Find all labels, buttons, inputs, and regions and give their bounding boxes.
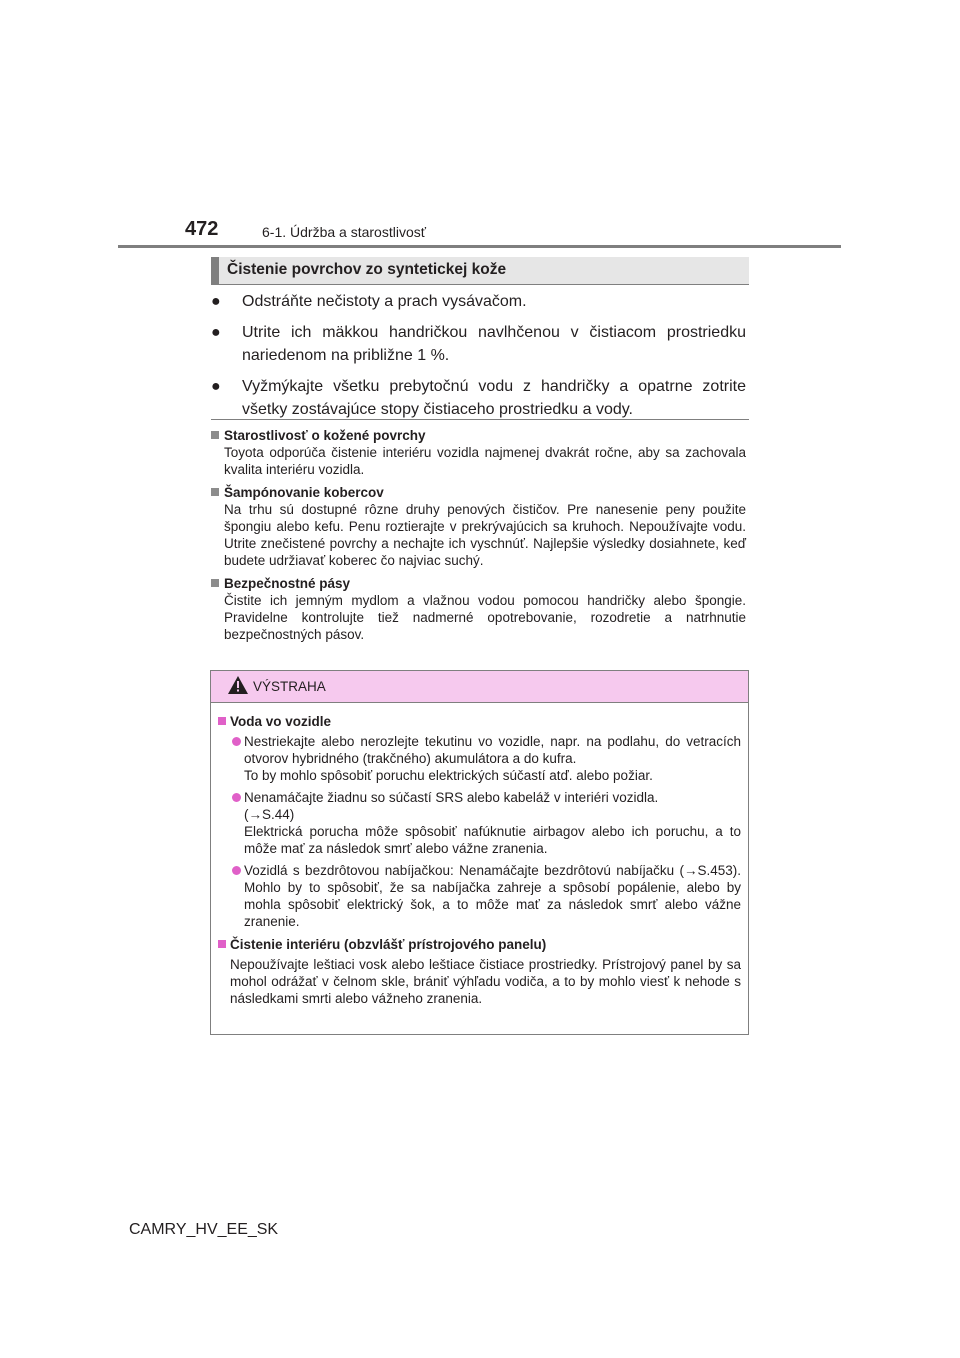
warning-text: Nepoužívajte leštiaci vosk alebo leštiace čistiace prostriedky. Prístrojový panel by sa mohol odrážať v čelnom skle, brániť výhľadu vodiča, a to by mohlo viesť k nehode s následkami smrti alebo vážneho zranenia. — [230, 957, 741, 1006]
warning-header — [211, 671, 748, 703]
warning-bullet — [218, 862, 741, 930]
square-bullet-icon — [211, 579, 219, 587]
warning-content — [211, 703, 748, 1007]
warning-text: Elektrická porucha môže spôsobiť nafúknutie airbagov alebo ich poruchu, a to môže mať za následok smrť alebo vážne zranenia. — [244, 824, 741, 856]
bullet-icon — [232, 793, 241, 802]
square-bullet-icon — [211, 431, 219, 439]
document-code: CAMRY_HV_EE_SK — [129, 1221, 279, 1238]
list-item — [211, 321, 746, 367]
warning-label: VÝSTRAHA — [253, 679, 326, 694]
square-bullet-icon — [211, 488, 219, 496]
note-body: Na trhu sú dostupné rôzne druhy penových čističov. Pre nanesenie peny použite špongiu alebo kefu. Penu roztierajte v prekrývajúcich sa kruhoch. Nepoužívajte vodu. Utrite znečistené povrchy a nechajte ich vyschnúť. Najlepšie výsledky dosiahnete, keď budete udržiavať koberec čo najviac suchý. — [224, 502, 746, 568]
list-item — [211, 375, 746, 421]
bullet-icon — [232, 737, 241, 746]
warning-section-title: Voda vo vozidle — [218, 713, 741, 730]
note-title: Bezpečnostné pásy — [211, 575, 746, 592]
warning-section — [218, 936, 741, 1007]
note-title: Šampónovanie kobercov — [211, 484, 746, 501]
bullet-icon: ● — [211, 378, 221, 395]
warning-bullet — [218, 789, 741, 857]
note-item — [211, 484, 746, 569]
bullet-icon: ● — [211, 293, 221, 310]
warning-text: Nestriekajte alebo nerozlejte tekutinu vo vozidle, napr. na podlahu, do vetracích otvorov hybridného (trakčného) akumulátora a do kufra. — [244, 734, 741, 766]
warning-text: Vozidlá s bezdrôtovou nabíjačkou: Nenamáčajte bezdrôtovú nabíjačku (→S.453). Mohlo by to spôsobiť, že sa nabíjačka zahreje a spôsobí popálenie, alebo by mohla spôsobiť elektrický šok, a to môže mať za následok smrť alebo vážne zranenie. — [244, 863, 741, 929]
note-item — [211, 427, 746, 478]
heading-marker — [211, 257, 219, 284]
note-body: Toyota odporúča čistenie interiéru vozidla najmenej dvakrát ročne, aby sa zachovala kvalita interiéru vozidla. — [224, 445, 746, 477]
bullet-text: Vyžmýkajte všetku prebytočnú vodu z handričky a opatrne zotrite všetky zostávajúce stopy čistiaceho prostriedku a vody. — [242, 378, 746, 418]
heading-rule — [211, 284, 749, 285]
list-item — [211, 290, 746, 313]
warning-text: To by mohlo spôsobiť poruchu elektrických súčastí atď. alebo požiar. — [244, 768, 653, 783]
warning-section — [218, 713, 741, 930]
header-rule — [118, 245, 841, 248]
page-number: 472 — [185, 218, 219, 240]
heading-text: Čistenie povrchov zo syntetickej kože — [227, 261, 507, 278]
cleaning-steps — [211, 290, 746, 429]
bullet-text: Odstráňte nečistoty a prach vysávačom. — [242, 293, 527, 310]
section-heading — [211, 257, 749, 284]
bullet-icon: ● — [211, 324, 221, 341]
warning-section-title: Čistenie interiéru (obzvlášť prístrojového panelu) — [218, 936, 741, 953]
divider — [211, 419, 749, 420]
warning-text: Nenamáčajte žiadnu so súčastí SRS alebo kabeláž v interiéri vozidla. — [244, 790, 659, 805]
page-reference: (→S.44) — [244, 807, 295, 822]
notes-section — [211, 427, 746, 649]
note-body: Čistite ich jemným mydlom a vlažnou vodou pomocou handričky alebo špongie. Pravidelne kontrolujte tiež nadmerné opotrebovanie, rozodretie a natrhnutie bezpečnostných pásov. — [224, 593, 746, 642]
warning-bullet — [218, 733, 741, 784]
section-title: 6-1. Údržba a starostlivosť — [262, 224, 426, 240]
bullet-text: Utrite ich mäkkou handričkou navlhčenou v čistiacom prostriedku nariedenom na približne 1 %. — [242, 324, 746, 364]
note-title: Starostlivosť o kožené povrchy — [211, 427, 746, 444]
bullet-icon — [232, 866, 241, 875]
warning-triangle-icon — [228, 676, 248, 694]
warning-box — [210, 670, 749, 1035]
square-bullet-icon — [218, 940, 226, 948]
square-bullet-icon — [218, 717, 226, 725]
note-item — [211, 575, 746, 643]
